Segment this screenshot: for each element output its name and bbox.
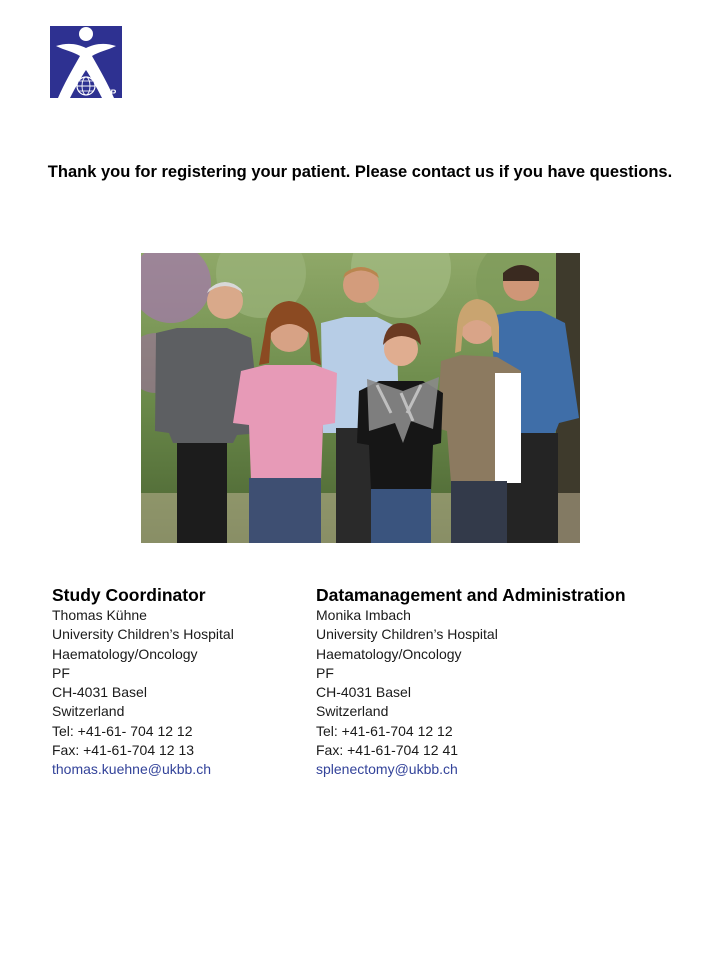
contact-tel: Tel: +41-61- 704 12 12 [52, 722, 193, 739]
contact-name: Thomas Kühne [52, 607, 147, 623]
contact-fax: Fax: +41-61-704 12 41 [316, 742, 459, 759]
contact-box: PF [316, 664, 334, 681]
contact-role: Datamanagement and Administration [316, 585, 626, 605]
contact-name: Monika Imbach [316, 607, 411, 623]
contact-country: Switzerland [52, 703, 125, 720]
contact-email-link[interactable]: thomas.kuehne@ukbb.ch [52, 761, 211, 778]
thank-you-message: Thank you for registering your patient. Please contact us if you have questions. [47, 163, 673, 181]
team-photo [141, 253, 580, 543]
logo-text: ITP [102, 88, 117, 98]
contact-department: Haematology/Oncology [52, 645, 198, 662]
contact-fax: Fax: +41-61-704 12 13 [52, 742, 195, 759]
contact-city: CH-4031 Basel [316, 684, 411, 701]
contact-tel: Tel: +41-61-704 12 12 [316, 722, 453, 739]
contact-role: Study Coordinator [52, 585, 206, 605]
study-coordinator-contact [52, 585, 234, 780]
contact-email-link[interactable]: splenectomy@ukbb.ch [316, 761, 458, 778]
contact-city: CH-4031 Basel [52, 684, 147, 701]
contact-box: PF [52, 664, 70, 681]
contact-country: Switzerland [316, 703, 389, 720]
datamanagement-contact [316, 585, 626, 780]
contact-department: Haematology/Oncology [316, 645, 462, 662]
contact-institution: University Children’s Hospital [316, 626, 498, 643]
itp-logo [50, 26, 122, 98]
contact-institution: University Children’s Hospital [52, 626, 234, 643]
